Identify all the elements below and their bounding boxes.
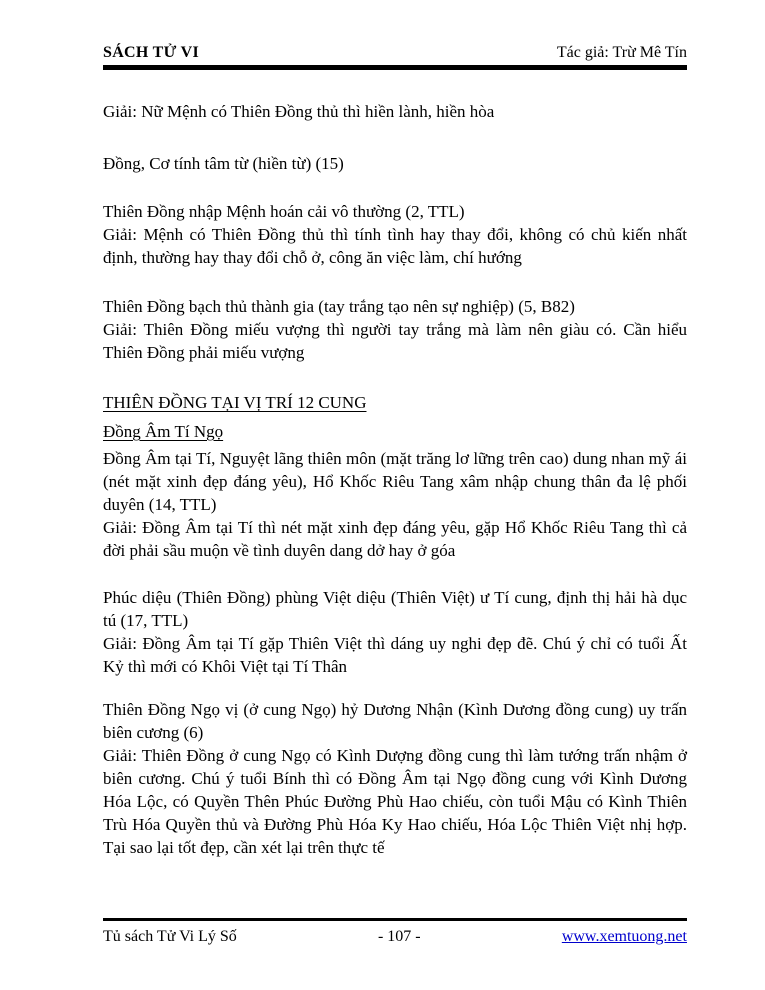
body-paragraph: Giải: Đồng Âm tại Tí thì nét mặt xinh đẹp đáng yêu, gặp Hổ Khốc Riêu Tang thì cả đời phải sầu muộn về tình duyên dang dở hay ở góa [103, 518, 687, 560]
footer-series-title: Tủ sách Tử Vi Lý Số [103, 928, 237, 945]
header-rule-divider [103, 65, 687, 70]
body-text [103, 100, 687, 859]
body-paragraph: Thiên Đồng Ngọ vị (ở cung Ngọ) hỷ Dương Nhận (Kình Dương đồng cung) uy trấn biên cương (6) [103, 700, 687, 742]
section-heading: THIÊN ĐỒNG TẠI VỊ TRÍ 12 CUNG [103, 393, 367, 412]
body-paragraph: Phúc diệu (Thiên Đồng) phùng Việt diệu (Thiên Việt) ư Tí cung, định thị hải hà dục tú (17, TTL) [103, 588, 687, 630]
body-paragraph: Giải: Mệnh có Thiên Đồng thủ thì tính tình hay thay đổi, không có chủ kiến nhất định, thường hay thay đổi chỗ ở, công ăn việc làm, chí hướng [103, 225, 687, 267]
body-paragraph: Giải: Đồng Âm tại Tí gặp Thiên Việt thì dáng uy nghi đẹp đẽ. Chú ý chỉ có tuổi Ất Kỷ thì mới có Khôi Việt tại Tí Thân [103, 634, 687, 676]
body-paragraph: Đồng Âm tại Tí, Nguyệt lãng thiên môn (mặt trăng lơ lững trên cao) dung nhan mỹ ái (nét mặt xinh đẹp đáng yêu), Hổ Khốc Riêu Tang xâm nhập chung thân đa lệ phối duyên (14, TTL) [103, 449, 687, 514]
footer-website-link[interactable]: www.xemtuong.net [561, 928, 687, 945]
page-footer [103, 918, 687, 946]
page-header [103, 0, 687, 62]
body-paragraph: Giải: Thiên Đồng miếu vượng thì người tay trắng mà làm nên giàu có. Cần hiểu Thiên Đồng phải miếu vượng [103, 320, 687, 362]
subsection-heading: Đồng Âm Tí Ngọ [103, 422, 224, 441]
body-paragraph: Giải: Thiên Đồng ở cung Ngọ có Kình Dượng đồng cung thì làm tướng trấn nhậm ở biên cương. Chú ý tuổi Bính thì có Đồng Âm tại Ngọ đồng cung với Kình Dương Hóa Lộc, có Quyền Thên Phúc Đường Phù Hao chiếu, còn tuổi Mậu có Kình Thiên Trù Hóa Quyền thủ và Đường Phù Hóa Ky Hao chiếu, Hóa Lộc Thiên Việt nhị hợp. Tại sao lại tốt đẹp, cần xét lại trên thực tế [103, 746, 687, 857]
content-column [103, 0, 687, 859]
body-paragraph: Giải: Nữ Mệnh có Thiên Đồng thủ thì hiền lành, hiền hòa [103, 102, 495, 121]
footer-page-number: - 107 - [377, 928, 421, 945]
body-paragraph: Thiên Đồng nhập Mệnh hoán cải vô thường (2, TTL) [103, 202, 465, 221]
body-paragraph: Thiên Đồng bạch thủ thành gia (tay trắng tạo nên sự nghiệp) (5, B82) [103, 297, 575, 316]
header-book-title: SÁCH TỬ VI [103, 44, 200, 61]
body-paragraph: Đồng, Cơ tính tâm từ (hiền từ) (15) [103, 154, 344, 173]
header-author: Tác giả: Trừ Mê Tín [556, 44, 687, 61]
